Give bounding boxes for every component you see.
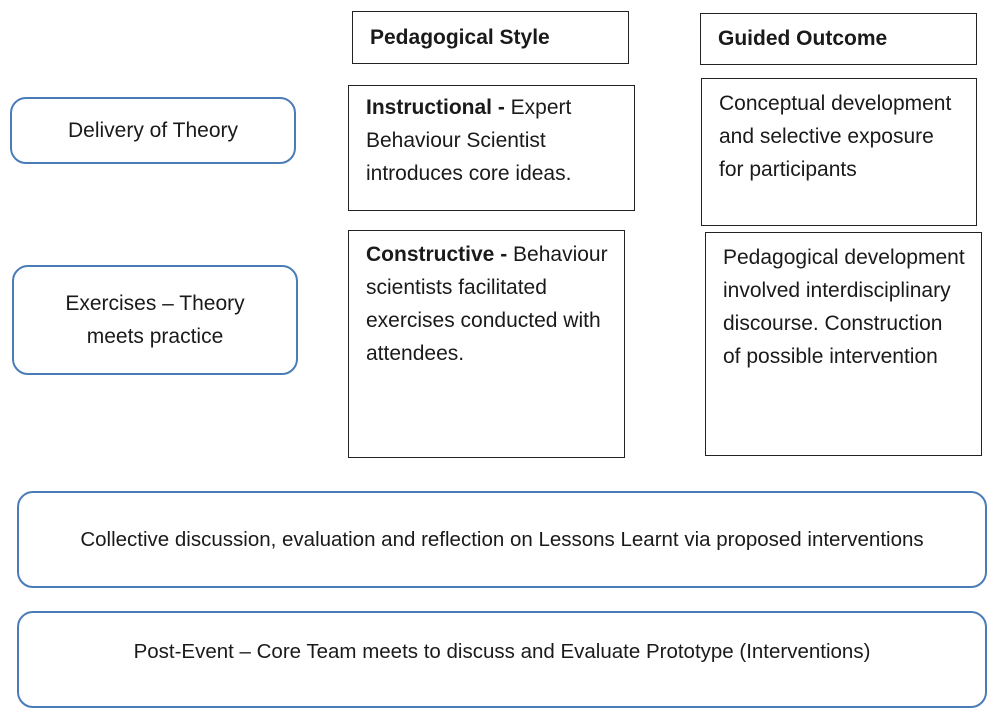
style-instructional-box: [348, 85, 635, 211]
header-guided-outcome-label: Guided Outcome: [718, 27, 888, 50]
style-constructive-title: Constructive -: [366, 243, 508, 266]
stage-delivery-of-theory-label: Delivery of Theory: [67, 119, 238, 142]
stage-delivery-of-theory: [10, 97, 296, 164]
style-constructive-text: Behaviour scientists facilitated exercises conducted with attendees.: [366, 243, 608, 365]
header-pedagogical-style: [352, 11, 629, 64]
collective-discussion-box: [17, 491, 987, 588]
post-event-text: Post-Event – Core Team meets to discuss and Evaluate Prototype (Interventions): [133, 640, 871, 663]
post-event-box: [17, 611, 987, 708]
style-instructional-title: Instructional -: [366, 96, 505, 119]
outcome-pedagogical-box: [705, 232, 982, 456]
stage-exercises: [12, 265, 298, 375]
header-guided-outcome: [700, 13, 977, 65]
style-instructional-text: Expert Behaviour Scientist introduces core ideas.: [366, 96, 572, 185]
header-pedagogical-style-label: Pedagogical Style: [370, 25, 550, 49]
style-constructive-box: [348, 230, 625, 458]
outcome-conceptual-text: Conceptual development and selective exposure for participants: [719, 92, 952, 181]
outcome-pedagogical-text: Pedagogical development involved interdisciplinary discourse. Construction of possible intervention: [723, 246, 965, 368]
outcome-conceptual-box: [701, 78, 977, 226]
collective-discussion-text: Collective discussion, evaluation and reflection on Lessons Learnt via proposed interventions: [80, 528, 924, 551]
stage-exercises-label: Exercises – Theory meets practice: [65, 292, 245, 348]
